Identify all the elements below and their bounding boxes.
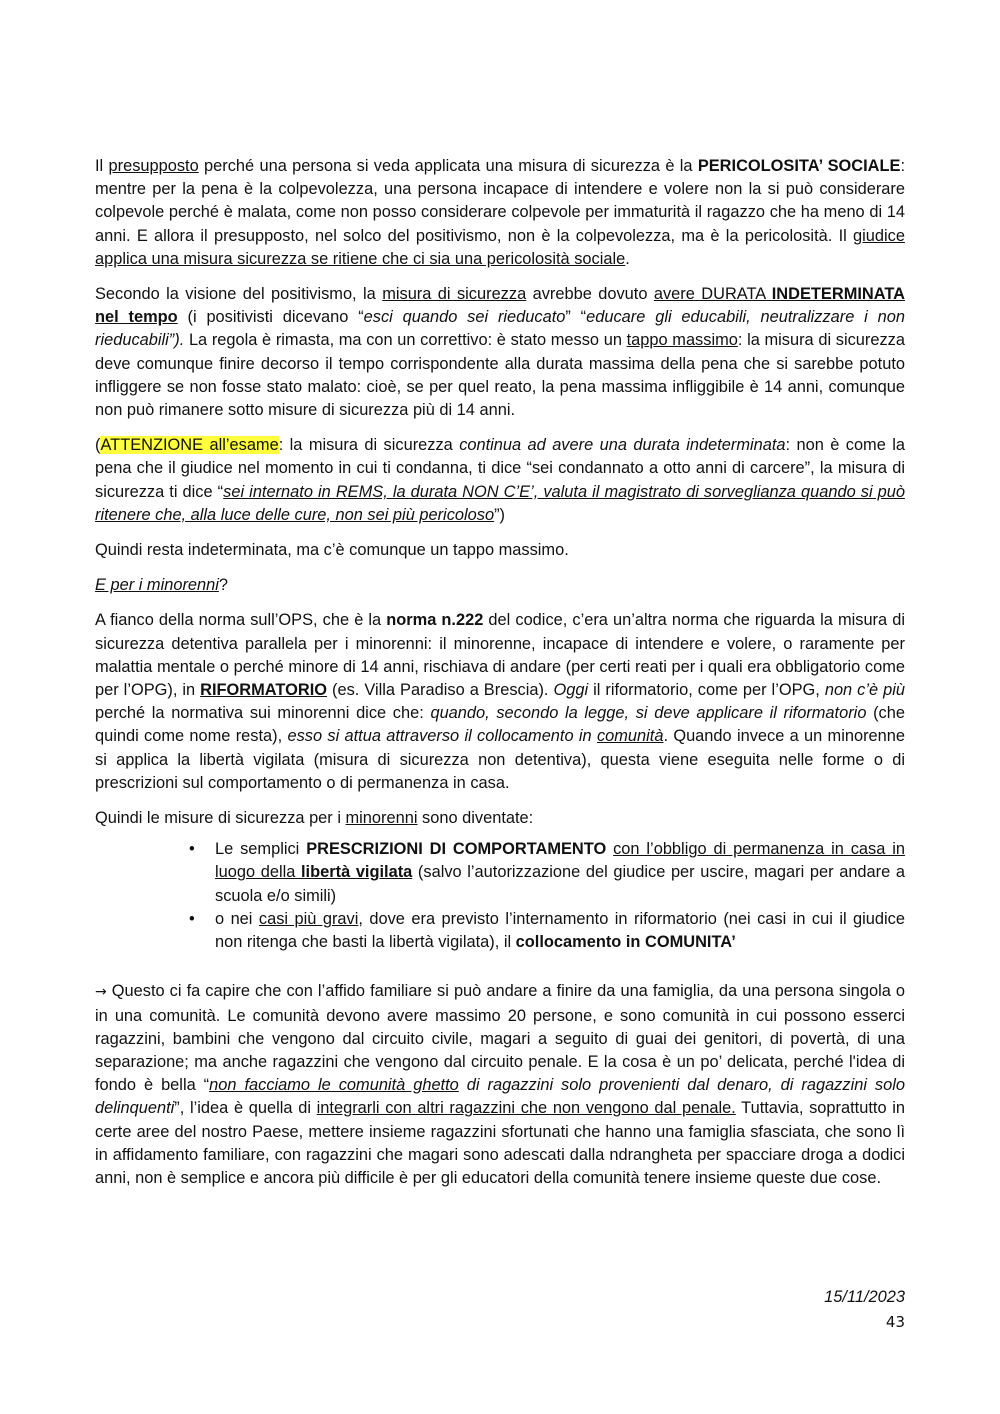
text: Questo ci fa capire che con l’affido familiare si può andare a finire da una famiglia, da una persona singola o in una comunità. Le comunità devono avere massimo 20 persone, e sono comunità in cui possono esserci ragazzini, bambini che vengono dal circuito civile, magari a seguito di guai dei genitori, di povertà, di una separazione; ma anche ragazzini che vengono dal circuito penale. E la cosa è un po’ delicata, perché l'idea di fondo è bella “ [95, 982, 905, 1095]
text-bold-underlined: RIFORMATORIO [200, 681, 328, 700]
text-italic: quando, secondo la legge, si deve applicare il riformatorio [430, 704, 867, 723]
text-italic: continua ad avere una durata indeterminata [459, 436, 786, 455]
text: (che quindi come nome resta), [95, 704, 905, 746]
text-italic-underlined: non facciamo le comunità ghetto [209, 1076, 459, 1095]
text: il riformatorio, come per l’OPG, [588, 681, 825, 700]
text: La regola è rimasta, ma con un correttivo: è stato messo un [184, 331, 627, 350]
text: ? [218, 576, 229, 595]
paragraph-riformatorio [95, 609, 905, 795]
highlighted-text: ATTENZIONE all’esame [100, 436, 279, 455]
text: : la misura di sicurezza deve comunque finire decorso il tempo corrispondente alla durata massima della pena che si sarebbe potuto infliggere se non fosse stato malato: cioè, se per quel reato, la pena massima infliggibile è 14 anni, comunque non può rimanere sotto misure di sicurezza più di 14 anni. [95, 331, 905, 420]
text: perché una persona si veda applicata una misura di sicurezza è la [198, 157, 698, 175]
arrow-right-icon: → [95, 984, 107, 1001]
text: perché la normativa sui minorenni dice che: [95, 704, 431, 723]
text-underlined: casi più gravi [258, 909, 359, 928]
text: ”) [494, 505, 505, 524]
text: . Quando invece a un minorenne si applica la libertà vigilata (misura di sicurezza non detentiva), questa viene eseguita nelle forme o di prescrizioni sul comportamento o di permanenza in casa. [95, 727, 905, 792]
text: Le semplici [215, 840, 307, 859]
text: (i positivisti dicevano “ [177, 308, 364, 327]
text-underlined: giudice applica una misura sicurezza se ritiene che ci sia una pericolosità sociale [95, 226, 905, 268]
text-underlined: misura di sicurezza [382, 285, 527, 304]
paragraph-presupposto [95, 155, 905, 271]
text-italic: non c’è più [824, 681, 905, 700]
paragraph-durata [95, 283, 905, 422]
text-italic: educare gli educabili, neutralizzare i non rieducabili”). [95, 308, 905, 350]
text: : non è come la pena che il giudice nel momento in cui ti condanna, ti dice “sei condannato a otto anni di carcere”, la misura di sicurezza ti dice “ [95, 436, 905, 501]
paragraph-minorenni-question [95, 574, 905, 597]
text: sono diventate: [417, 809, 534, 828]
paragraph-attenzione [95, 434, 905, 527]
bullet-list [95, 838, 905, 954]
text: (salvo l’autorizzazione del giudice per uscire, magari per andare a scuola e/o simili) [215, 863, 905, 905]
text: (es. Villa Paradiso a Brescia). [327, 681, 554, 700]
text: Il [95, 157, 109, 175]
text-underlined: minorenni [345, 809, 418, 828]
text: Quindi le misure di sicurezza per i [95, 809, 346, 828]
text-bold: norma n.222 [386, 611, 484, 630]
text-underlined: integrarli con altri ragazzini che non vengono dal penale. [316, 1099, 736, 1118]
text: ( [95, 436, 101, 455]
text-underlined: avere DURATA [653, 285, 772, 304]
text: Tuttavia, soprattutto in certe aree del nostro Paese, mettere insieme ragazzini sfortunati che hanno una famiglia sfasciata, che sono lì in affidamento familiare, con ragazzini che magari sono adescati dalla ndrangheta per spacciare droga a dodici anni, non è semplice e ancora più difficile è per gli educatori della comunità tenere insieme queste due cose. [95, 1099, 906, 1187]
text: avrebbe dovuto [526, 285, 654, 304]
list-item [215, 908, 905, 954]
text-bold-underlined: libertà vigilata [301, 863, 413, 882]
text: ” “ [565, 308, 587, 327]
text-italic: Oggi [553, 681, 589, 700]
text-underlined: con l’obbligo di permanenza in casa in luogo della [215, 840, 905, 882]
document-body [95, 155, 905, 1202]
text-bold: collocamento in COMUNITA’ [515, 933, 736, 952]
text-italic-underlined: comunità [596, 727, 664, 746]
text: : mentre per la pena è la colpevolezza, una persona incapace di intendere e volere non la si può considerare colpevole perché è malata, come non posso considerare colpevole per immaturità il ragazzo che ha meno di 14 anni. E allora il presupposto, nel solco del positivismo, non è la colpevolezza, ma è la pericolosità. Il [95, 157, 906, 245]
list-item [215, 838, 905, 908]
paragraph-tappo: Quindi resta indeterminata, ma c’è comunque un tappo massimo. [95, 541, 569, 560]
text-italic-underlined: sei internato in REMS, la durata NON C’E’, valuta il magistrato di sorveglianza quando si può ritenere che, alla luce delle cure, non sei più pericoloso [95, 482, 905, 524]
text: . [625, 249, 630, 268]
text: o nei [215, 909, 259, 928]
text-underlined: tappo massimo [626, 331, 738, 350]
text-italic-underlined: E per i minorenni [95, 576, 219, 595]
text: del codice, c’era un’altra norma che riguarda la misura di sicurezza detentiva parallela per i minorenni: il minorenne, incapace di intendere e volere, o raramente per malattia mentale o perché minore di 14 anni, rischiava di andare (per certi reati per i quali era obbligatorio come per l’OPG), in [95, 611, 905, 700]
text: A fianco della norma sull’OPS, che è la [95, 611, 387, 630]
text: : la misura di sicurezza [278, 436, 460, 455]
footer-date: 15/11/2023 [824, 1288, 905, 1306]
text-bold: PRESCRIZIONI DI COMPORTAMENTO [306, 840, 607, 859]
text-bold: PERICOLOSITA’ SOCIALE [697, 157, 901, 175]
text: ”, l’idea è quella di [174, 1099, 317, 1118]
text-italic: esso si attua attraverso il collocamento in [287, 727, 597, 746]
text: , dove era previsto l’internamento in riformatorio (nei casi in cui il giudice non ritenga che basti la libertà vigilata), il [215, 909, 905, 952]
text-italic: di ragazzini solo provenienti dal denaro, di ragazzini solo delinquenti [95, 1076, 906, 1118]
page-number: 43 [885, 1313, 905, 1331]
paragraph-misure-minorenni [95, 807, 905, 830]
text-bold-underlined: INDETERMINATA nel tempo [95, 285, 905, 327]
paragraph-affido [95, 980, 905, 1190]
text-underlined: presupposto [108, 157, 199, 175]
text-italic: esci quando sei rieducato [363, 308, 566, 327]
text: Secondo la visione del positivismo, la [95, 285, 383, 304]
